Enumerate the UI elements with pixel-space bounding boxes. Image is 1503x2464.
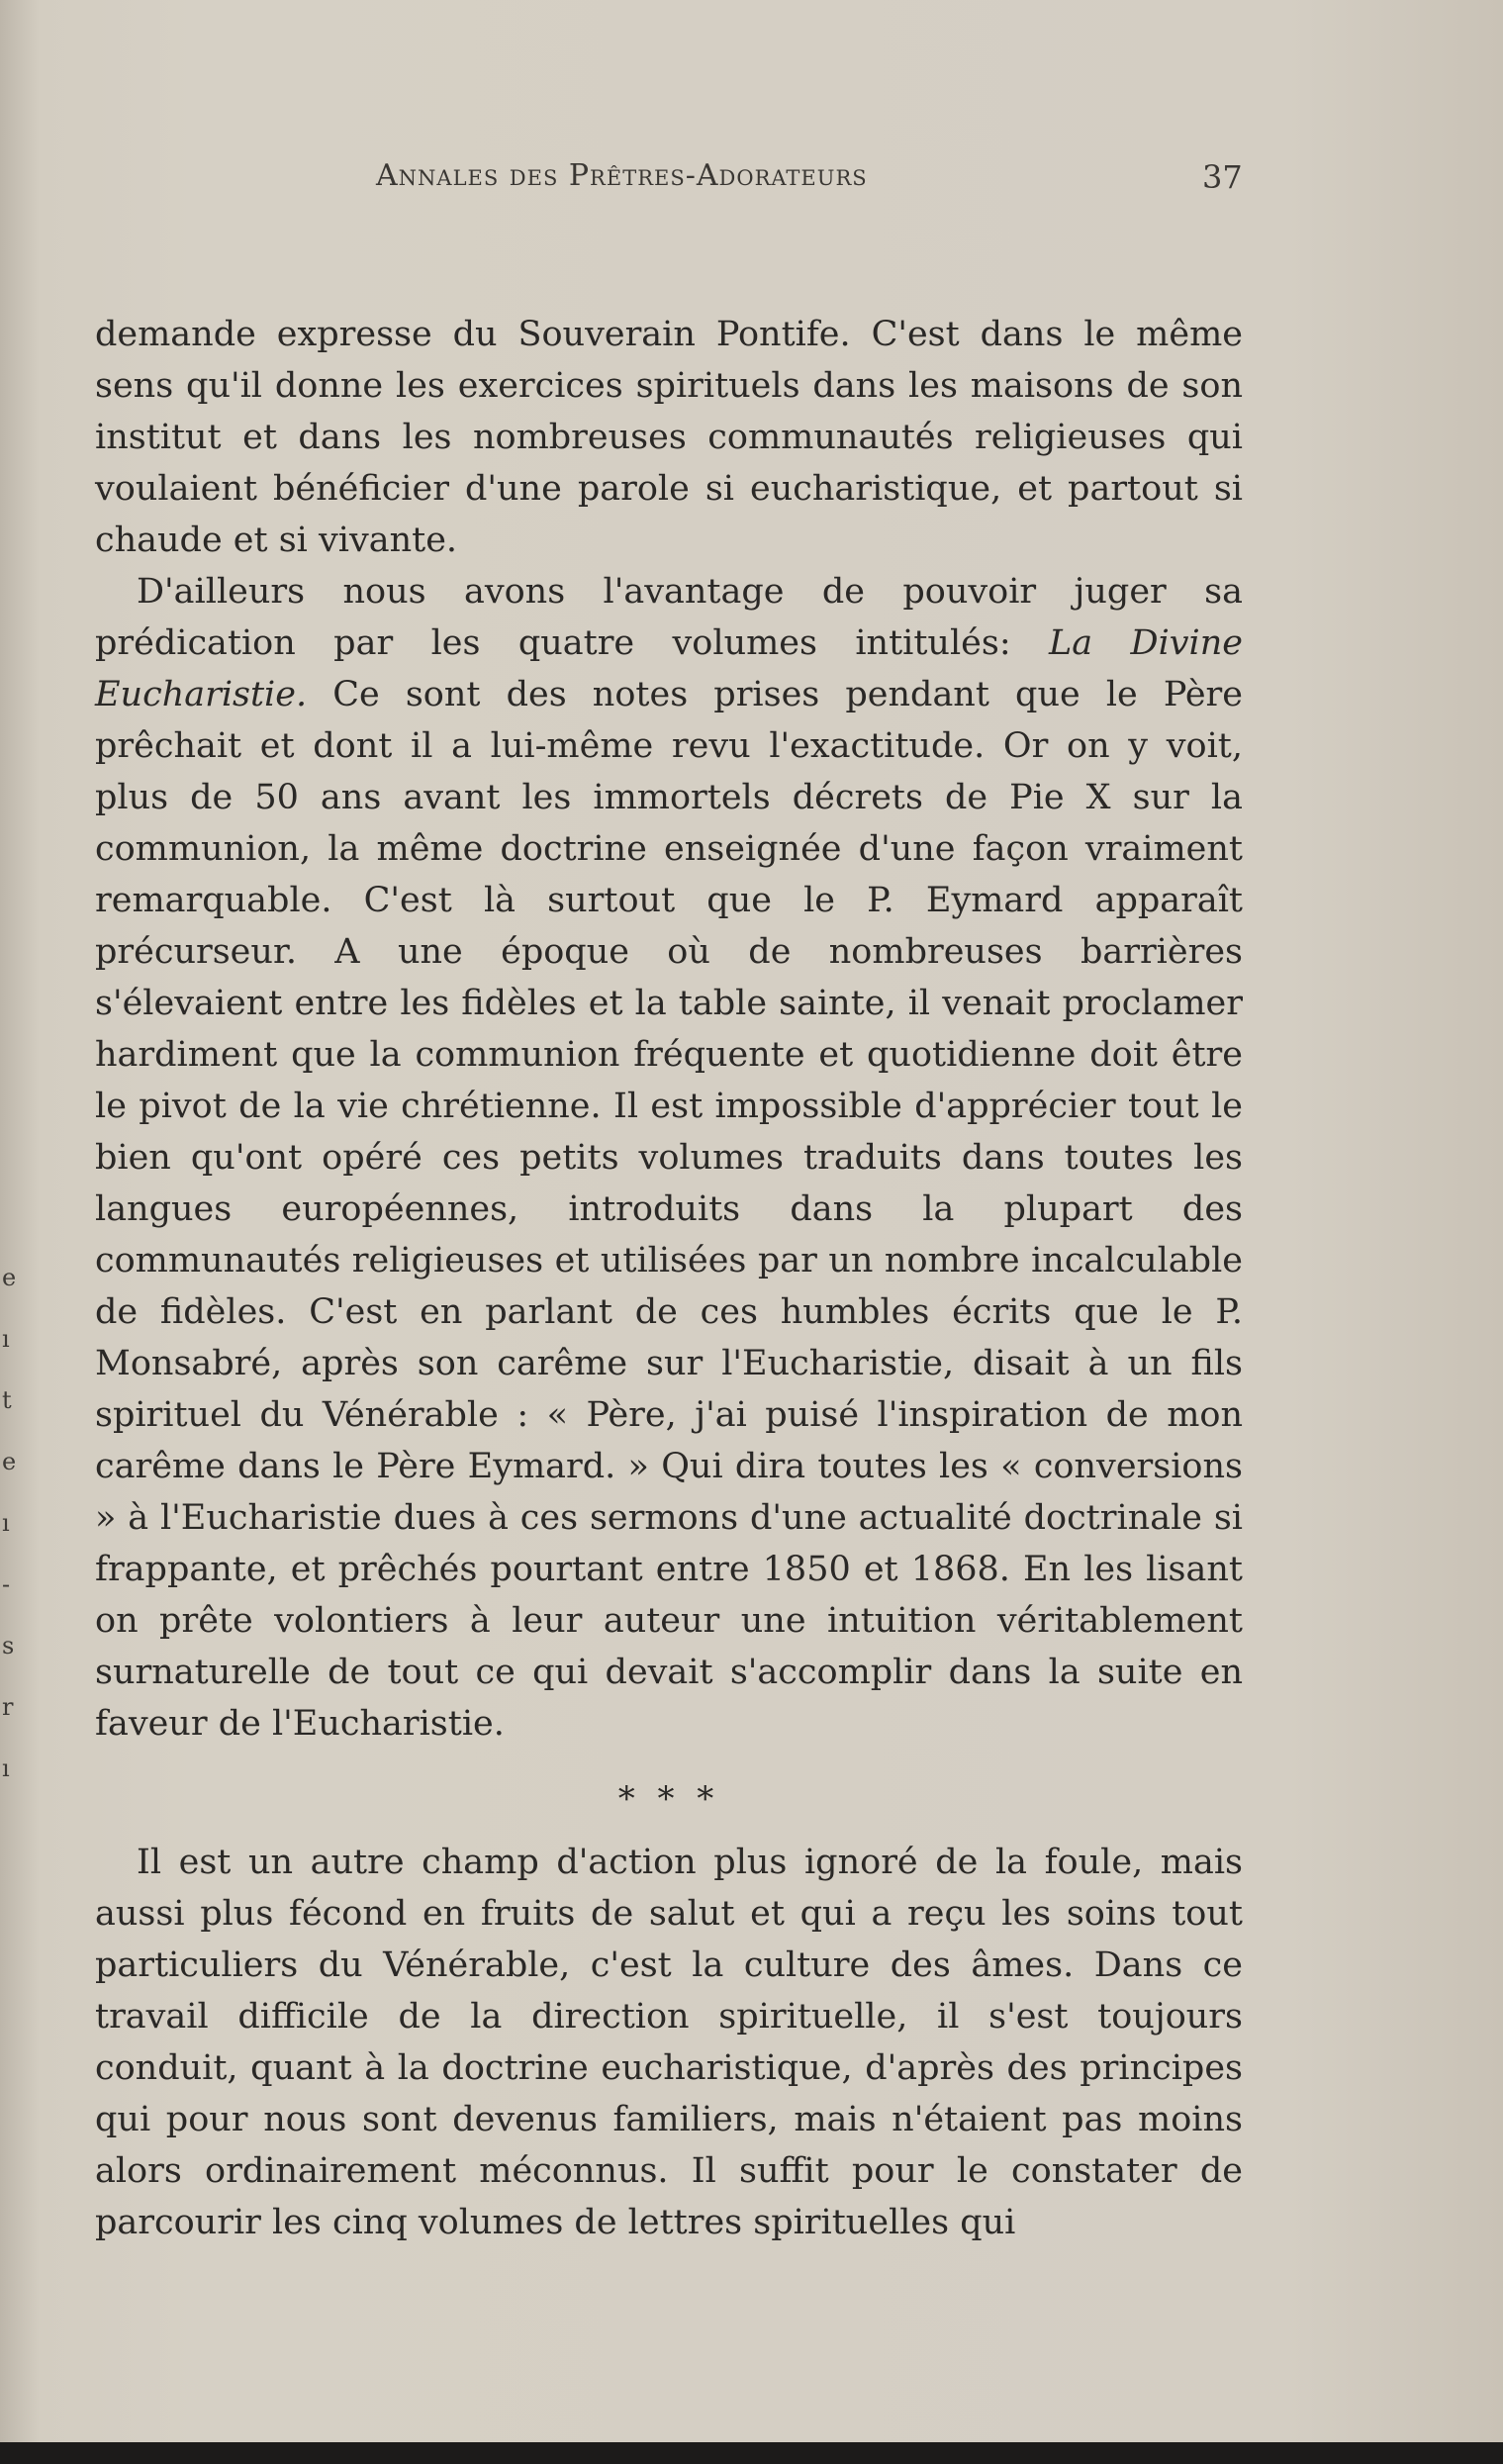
page-number: 37 — [1202, 158, 1243, 196]
section-separator: * * * — [617, 1779, 720, 1819]
paragraph-2-tail: Ce sont des notes prises pendant que le Père prêchait et dont il a lui-même revu l'exactitude. Or on y voit, plus de 50 ans avant les immortels décrets de Pie X sur la communion, la même doctrine enseignée d'une façon vraiment remarquable. C'est là surtout que le P. Eymard apparaît précurseur. A une époque où de nombreuses barrières s'élevaient entre les fidèles et la table sainte, il venait proclamer hardiment que la communion fréquente et quotidienne doit être le pivot de la vie chrétienne. Il est impossible d'apprécier tout le bien qu'ont opéré ces petits volumes traduits dans toutes les langues européennes, introduits dans la plupart des communautés religieuses et utilisées par un nombre incalculable de fidèles. C'est en parlant de ces humbles écrits que le P. Monsabré, après son carême sur l'Eucharistie, disait à un fils spirituel du Vénérable : « Père, j'ai puisé l'inspiration de mon carême dans le Père Eymard. » Qui dira toutes les « conversions » à l'Eucharistie dues à ces sermons d'une actualité doctrinale si frappante, et prêchés pourtant entre 1850 et 1868. En les lisant on prête volontiers à leur auteur une intuition véritablement surnaturelle de tout ce qui devait s'accomplir dans la suite en faveur de l'Eucharistie. — [95, 675, 1243, 1744]
paragraph-1 — [95, 309, 1243, 566]
running-head: Annales des Prêtres-Adorateurs — [376, 158, 868, 193]
edge-mark: r — [2, 1693, 14, 1721]
edge-mark: e — [2, 1448, 17, 1475]
edge-mark: s — [2, 1632, 15, 1659]
scan-bottom-edge — [0, 2442, 1503, 2464]
edge-mark: - — [2, 1570, 11, 1598]
paragraph-3 — [95, 1837, 1243, 2248]
page-body — [95, 309, 1243, 2248]
paragraph-3-text: Il est un autre champ d'action plus ignoré de la foule, mais aussi plus fécond en fruits de salut et qui a reçu les soins tout particuliers du Vénérable, c'est la culture des âmes. Dans ce travail difficile de la direction spirituelle, il s'est toujours conduit, quant à la doctrine eucharistique, d'après des principes qui pour nous sont devenus familiers, mais n'étaient pas moins alors ordinairement méconnus. Il suffit pour le constater de parcourir les cinq volumes de lettres spirituelles qui — [95, 1843, 1243, 2242]
paragraph-2 — [95, 566, 1243, 1750]
paragraph-2-text: D'ailleurs nous avons l'avantage de pouvoir juger sa prédication par les quatre volumes intitulés: — [95, 572, 1243, 663]
edge-mark: ı — [2, 1509, 10, 1537]
paragraph-1-text: demande expresse du Souverain Pontife. C'est dans le même sens qu'il donne les exercices spirituels dans les maisons de son institut et dans les nombreuses communautés religieuses qui voulaient bénéficier d'une parole si eucharistique, et partout si chaude et si vivante. — [95, 315, 1243, 560]
edge-mark: ı — [2, 1754, 10, 1782]
edge-mark: ı — [2, 1325, 10, 1353]
edge-mark: t — [2, 1386, 12, 1414]
left-edge-marks — [2, 1247, 16, 1799]
book-title-italic: La Divine Eucharistie. — [95, 623, 1244, 714]
edge-mark: e — [2, 1264, 17, 1291]
